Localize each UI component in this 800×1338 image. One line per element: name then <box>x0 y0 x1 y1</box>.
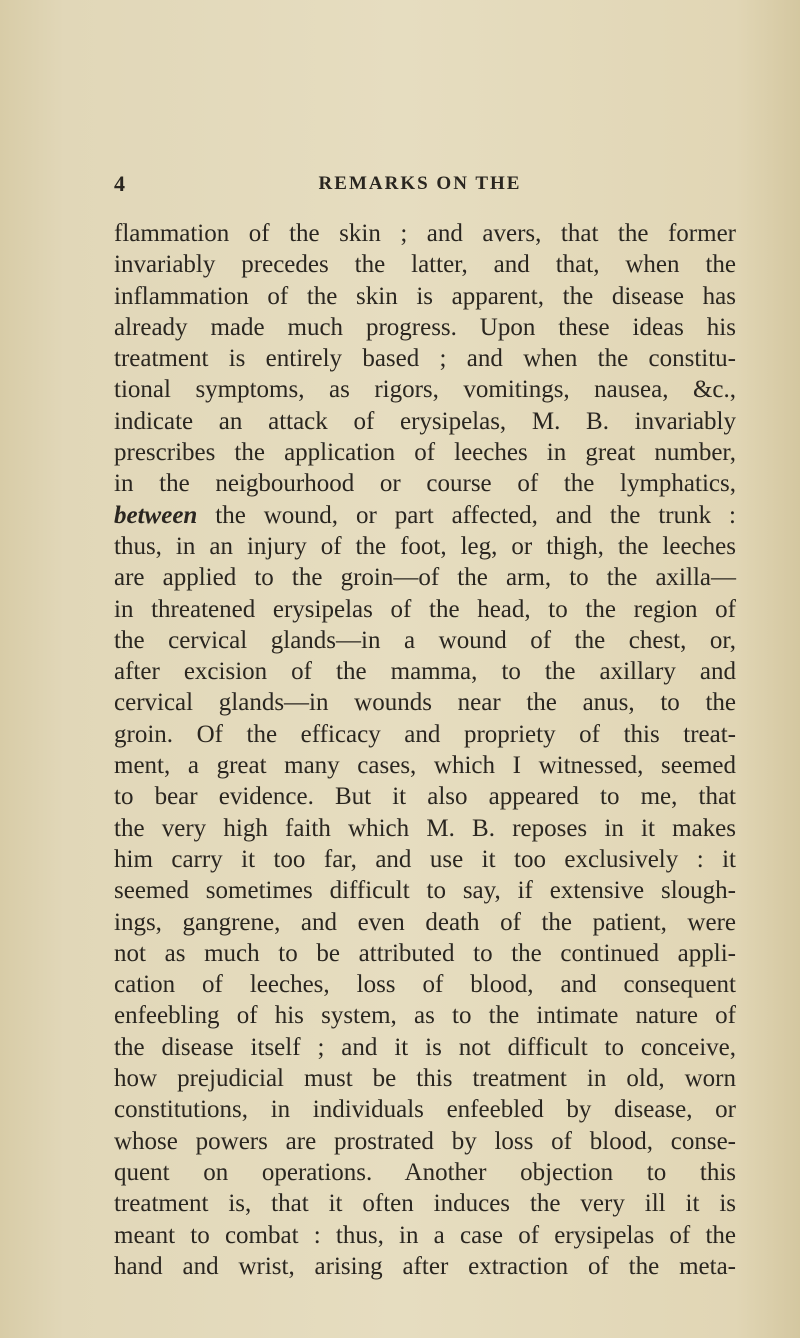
text-line: invariably precedes the latter, and that, when the <box>114 251 736 279</box>
text-line: him carry it too far, and use it too exclusively : it <box>114 845 736 873</box>
text-line: treatment is, that it often induces the very ill it is <box>114 1190 736 1218</box>
text-line: in the neigbourhood or course of the lymphatics, <box>114 470 736 498</box>
text-line: hand and wrist, arising after extraction of the meta- <box>114 1252 736 1280</box>
text-line: how prejudicial must be this treatment in old, worn <box>114 1065 736 1093</box>
text-line: cervical glands—in wounds near the anus, to the <box>114 689 736 717</box>
emphasized-word: between <box>114 501 198 529</box>
text-line: cation of leeches, loss of blood, and consequent <box>114 971 736 999</box>
text-line: quent on operations. Another objection to this <box>114 1158 736 1186</box>
running-title: REMARKS ON THE <box>318 173 522 194</box>
text-line: treatment is entirely based ; and when the constitu- <box>114 345 736 373</box>
text-line: groin. Of the efficacy and propriety of this treat- <box>114 720 736 748</box>
text-line: seemed sometimes difficult to say, if extensive slough- <box>114 877 736 905</box>
text-line: flammation of the skin ; and avers, that the former <box>114 220 736 247</box>
text-line: the very high faith which M. B. reposes in it makes <box>114 814 736 842</box>
text-line: the disease itself ; and it is not difficult to conceive, <box>114 1033 736 1061</box>
text-line: indicate an attack of erysipelas, M. B. invariably <box>114 407 736 435</box>
text-line: in threatened erysipelas of the head, to the region of <box>114 595 736 623</box>
text-line: to bear evidence. But it also appeared to me, that <box>114 783 736 811</box>
text-line: prescribes the application of leeches in great number, <box>114 439 736 467</box>
running-head <box>114 171 726 201</box>
text-line-rest: the wound, or part affected, and the trunk : <box>197 501 736 529</box>
text-line: already made much progress. Upon these ideas his <box>114 313 736 341</box>
text-line: meant to combat : thus, in a case of erysipelas of the <box>114 1221 736 1249</box>
text-line: tional symptoms, as rigors, vomitings, nausea, &c., <box>114 376 736 404</box>
page-number: 4 <box>114 171 125 196</box>
text-line: inflammation of the skin is apparent, the disease has <box>114 282 736 310</box>
text-line: are applied to the groin—of the arm, to the axilla— <box>114 564 736 592</box>
text-line: the cervical glands—in a wound of the chest, or, <box>114 626 736 654</box>
text-line: after excision of the mamma, to the axillary and <box>114 658 736 686</box>
text-line: whose powers are prostrated by loss of blood, conse- <box>114 1127 736 1155</box>
text-line <box>114 500 736 531</box>
text-line: ment, a great many cases, which I witnessed, seemed <box>114 752 736 780</box>
text-line: ings, gangrene, and even death of the patient, were <box>114 908 736 936</box>
text-line: constitutions, in individuals enfeebled by disease, or <box>114 1096 736 1124</box>
text-line: thus, in an injury of the foot, leg, or thigh, the leeches <box>114 532 736 560</box>
text-line: not as much to be attributed to the continued appli- <box>114 939 736 967</box>
body-paragraph <box>114 218 736 1282</box>
text-line: enfeebling of his system, as to the intimate nature of <box>114 1002 736 1030</box>
